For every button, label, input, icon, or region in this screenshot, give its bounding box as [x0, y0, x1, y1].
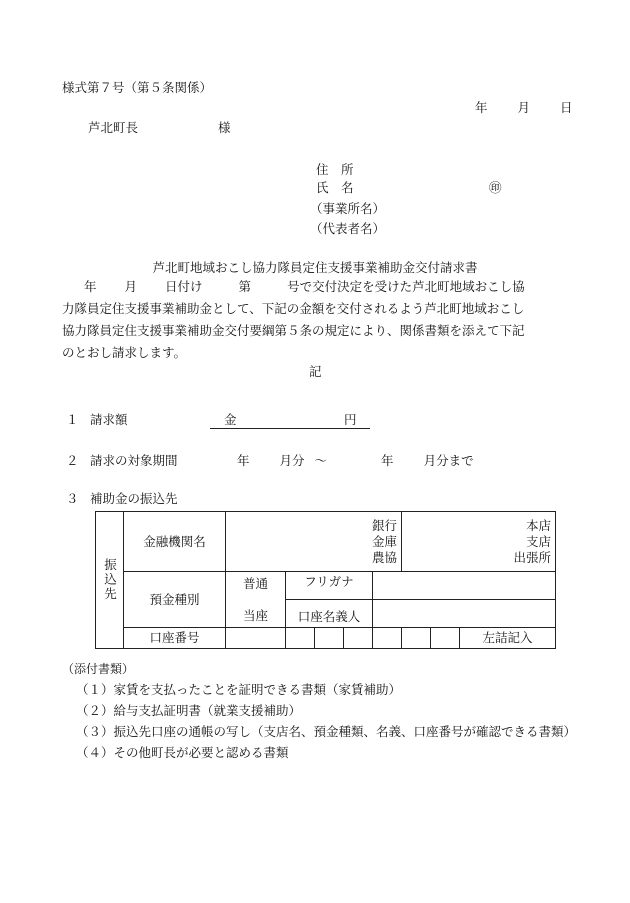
account-holder-label: 口座名義人: [286, 600, 373, 628]
representative-label: （代表者名）: [310, 221, 386, 236]
account-digit-cell[interactable]: [344, 628, 373, 649]
seal-mark: ㊞: [489, 180, 502, 195]
item2-to-year: 年: [381, 453, 394, 468]
item2-number: ２: [66, 453, 79, 468]
item2-tilde: ～: [314, 453, 328, 468]
item1-kin: 金: [224, 412, 237, 427]
branch-type-cell[interactable]: [402, 512, 556, 572]
account-digit-cell[interactable]: [373, 628, 402, 649]
item2-label: 請求の対象期間: [90, 453, 178, 468]
furigana-label: フリガナ: [286, 572, 373, 600]
date-line: [475, 100, 573, 116]
body-number-prefix: 第: [238, 279, 252, 294]
deposit-type-options[interactable]: [226, 572, 286, 628]
attachment-item: （２）給与支払証明書（就業支援補助）: [76, 703, 302, 718]
attachment-item: （４）その他町長が必要と認める書類: [76, 745, 289, 760]
branch-type-shiten: 支店: [526, 533, 552, 549]
form-number: 様式第７号（第５条関係）: [62, 80, 213, 95]
deposit-type-label: 預金種別: [124, 572, 226, 628]
address-label: 住 所: [316, 162, 354, 177]
date-day: 日: [560, 100, 573, 115]
name-label: 氏 名: [316, 180, 354, 195]
body-year: 年: [84, 279, 97, 294]
date-month: 月: [517, 100, 531, 115]
left-justify-note: 左詰記入: [460, 628, 556, 649]
attachment-item: （３）振込先口座の通帳の写し（支店名、預金種類、名義、口座番号が確認できる書類）: [76, 724, 577, 739]
document-title: 芦北町地域おこし協力隊員定住支援事業補助金交付請求書: [152, 260, 478, 275]
bank-type-ginko: 銀行: [372, 517, 398, 533]
account-digit-cell[interactable]: [286, 628, 315, 649]
transfer-side-label: 振込先: [102, 558, 118, 602]
account-digit-cell[interactable]: [402, 628, 431, 649]
branch-type-shutchojo: 出張所: [513, 549, 552, 565]
item1-en: 円: [344, 412, 357, 427]
body-line-1: [84, 276, 525, 298]
deposit-futsu[interactable]: 普通: [242, 575, 268, 591]
transfer-side-label-cell: [96, 512, 124, 649]
item2-from-year: 年: [237, 453, 250, 468]
body-line-4: のとおし請求します。: [62, 345, 187, 360]
bank-transfer-table: [95, 511, 556, 649]
body-line-3: 協力隊員定住支援事業補助金交付要綱第５条の規定により、関係書類を添えて下記: [62, 323, 525, 338]
institution-label: 金融機関名: [124, 512, 226, 572]
item1-label: 請求額: [90, 412, 128, 427]
body-month: 月: [124, 279, 138, 294]
branch-type-honten: 本店: [526, 517, 552, 533]
item2-from-month: 月分: [279, 453, 305, 468]
item2-to-month: 月分まで: [423, 453, 474, 468]
item1-amount-line: [210, 412, 370, 429]
addressee-honorific: 様: [218, 120, 231, 135]
account-number-label: 口座番号: [124, 628, 226, 649]
item3-label: 補助金の振込先: [90, 491, 178, 506]
ki-mark: 記: [309, 364, 322, 379]
date-year: 年: [475, 100, 488, 115]
body-line-2: 力隊員定住支援事業補助金として、下記の金額を交付されるよう芦北町地域おこし: [62, 301, 525, 316]
account-digit-cell[interactable]: [315, 628, 344, 649]
bank-type-nokyo: 農協: [372, 549, 398, 565]
addressee: [88, 120, 231, 136]
bank-type-cell[interactable]: [226, 512, 402, 572]
office-label: （事業所名）: [310, 201, 386, 216]
body-dated: 日付け: [165, 279, 203, 294]
attachments-heading: （添付書類）: [62, 662, 135, 676]
account-digit-cell[interactable]: [226, 628, 286, 649]
account-digit-cell[interactable]: [431, 628, 460, 649]
bank-type-kinko: 金庫: [372, 533, 398, 549]
item2-period: [237, 453, 474, 469]
account-holder-input-cell[interactable]: [373, 600, 556, 628]
body-line-1-rest: 号で交付決定を受けた芦北町地域おこし協: [287, 279, 525, 294]
item3-number: ３: [66, 491, 79, 506]
item1-number: １: [66, 412, 79, 427]
addressee-name: 芦北町長: [88, 120, 139, 135]
attachment-item: （１）家賃を支払ったことを証明できる書類（家賃補助）: [76, 682, 402, 697]
furigana-input-cell[interactable]: [373, 572, 556, 600]
deposit-toza[interactable]: 当座: [242, 607, 268, 623]
